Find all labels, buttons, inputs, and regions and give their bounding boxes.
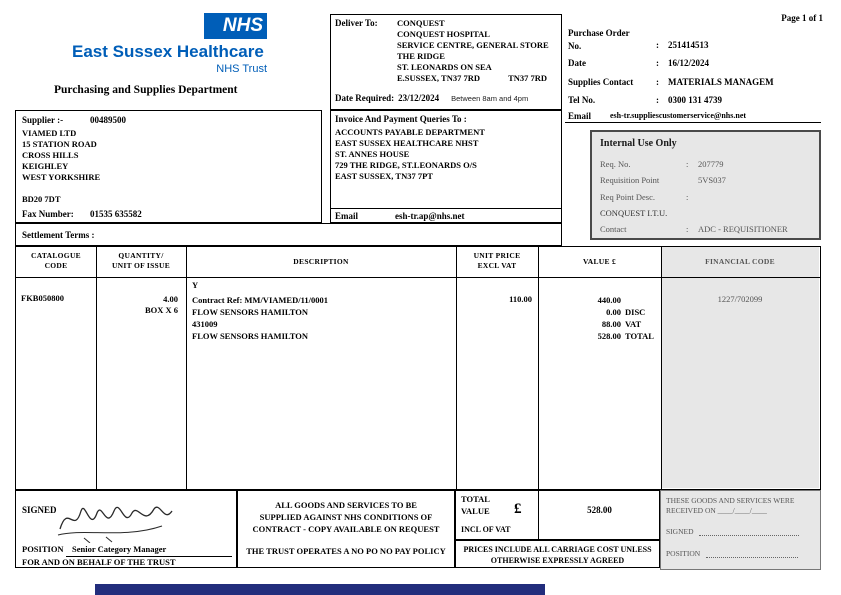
- value-amount: 440.00: [597, 295, 621, 305]
- req-no-value: 207779: [698, 159, 724, 169]
- supplier-label: Supplier :-: [22, 115, 64, 125]
- value-amount: 0.00: [606, 307, 621, 317]
- req-point-value: 5VS037: [698, 175, 726, 185]
- invoice-email-label: Email: [335, 211, 359, 221]
- received-position-row: [666, 549, 798, 558]
- total-label-2: VALUE: [461, 506, 490, 516]
- currency-symbol: £: [514, 501, 522, 517]
- value-label: VAT: [625, 319, 642, 329]
- po-number-label: Purchase Order No.: [568, 28, 630, 51]
- req-point-desc-colon: :: [686, 192, 689, 202]
- total-label-3: INCL OF VAT: [461, 525, 511, 534]
- description-line: 431009: [192, 319, 218, 329]
- footer-blue-bar: [95, 584, 545, 595]
- invoice-queries-title: Invoice And Payment Queries To :: [335, 114, 467, 124]
- description-line: FLOW SENSORS HAMILTON: [192, 331, 309, 341]
- table-column-divider: [456, 247, 457, 489]
- total-box-divider: [538, 491, 539, 539]
- email-value: esh-tr.suppliescustomerservice@nhs.net: [610, 111, 747, 120]
- supplier-address: [22, 128, 100, 205]
- deliver-address-line: CONQUEST: [397, 18, 445, 28]
- description-line: FLOW SENSORS HAMILTON: [192, 307, 309, 317]
- req-no-label: Req. No.: [600, 159, 631, 169]
- value-label: [625, 294, 657, 306]
- order-date-label: Date: [568, 58, 586, 68]
- email-label: Email: [568, 111, 592, 121]
- req-point-label: Requisition Point: [600, 175, 660, 185]
- date-required-row: [335, 88, 528, 106]
- value-line: [538, 294, 657, 306]
- line-quantity: 4.00: [163, 294, 178, 304]
- table-column-divider: [186, 247, 187, 489]
- trust-name: East Sussex Healthcare: [72, 42, 264, 61]
- req-no-colon: :: [686, 159, 689, 169]
- internal-contact-colon: :: [686, 224, 689, 234]
- deliver-address-line: THE RIDGE: [397, 51, 445, 61]
- received-line-1: THESE GOODS AND SERVICES WERE: [666, 496, 795, 505]
- invoice-address-line: 729 THE RIDGE, ST.LEONARDS O/S: [335, 160, 477, 170]
- date-required-value: 23/12/2024: [398, 93, 440, 103]
- deliver-address-city: E.SUSSEX, TN37 7RD: [397, 73, 480, 83]
- deliver-postcode-repeat: TN37 7RD: [508, 73, 548, 83]
- carriage-line: OTHERWISE EXPRESSLY AGREED: [490, 556, 625, 565]
- conditions-box: [237, 490, 455, 568]
- internal-use-title: Internal Use Only: [600, 138, 677, 149]
- line-description: [192, 294, 328, 342]
- on-behalf-text: FOR AND ON BEHALF OF THE TRUST: [22, 557, 176, 567]
- page-number: Page 1 of 1: [781, 13, 823, 23]
- supplier-address-line: KEIGHLEY: [22, 161, 69, 171]
- goods-received-box: [660, 490, 821, 570]
- no-po-no-pay-policy: THE TRUST OPERATES A NO PO NO PAY POLICY: [246, 546, 446, 556]
- deliver-address-line: [397, 73, 549, 84]
- tel-label: Tel No.: [568, 95, 596, 105]
- line-catalogue-code: FKB050800: [21, 293, 64, 303]
- header-description: DESCRIPTION: [293, 257, 349, 266]
- contact-colon: :: [656, 77, 659, 87]
- signature-image: [54, 495, 186, 543]
- conditions-line: SUPPLIED AGAINST NHS CONDITIONS OF: [259, 512, 433, 522]
- position-label: POSITION: [22, 544, 64, 554]
- supplier-code: 00489500: [90, 115, 126, 125]
- line-unit-price: 110.00: [509, 294, 532, 304]
- invoice-address-line: EAST SUSSEX HEALTHCARE NHST: [335, 138, 479, 148]
- supplier-address-line: CROSS HILLS: [22, 150, 79, 160]
- req-point-desc-label: Req Point Desc.: [600, 192, 656, 202]
- value-line: [538, 306, 657, 318]
- order-date-value: 16/12/2024: [668, 58, 710, 68]
- fax-row: [22, 209, 142, 219]
- value-line: [538, 318, 657, 330]
- deliver-address-line: CONQUEST HOSPITAL: [397, 29, 490, 39]
- req-point-desc-value: CONQUEST I.T.U.: [600, 208, 668, 218]
- received-position-blank: [706, 550, 798, 558]
- conditions-text: [238, 499, 454, 535]
- line-unit-of-issue: BOX X 6: [144, 305, 178, 315]
- invoice-email-row: [331, 208, 561, 222]
- deliver-address-line: ST. LEONARDS ON SEA: [397, 62, 492, 72]
- supplier-box: [15, 110, 322, 223]
- carriage-box: [455, 540, 660, 568]
- supplies-contact-label: Supplies Contact: [568, 77, 634, 87]
- carriage-line: PRICES INCLUDE ALL CARRIAGE COST UNLESS: [463, 545, 652, 554]
- delivery-window: Between 8am and 4pm: [451, 94, 529, 103]
- deliver-address-line: SERVICE CENTRE, GENERAL STORE: [397, 40, 549, 50]
- settlement-terms-strip: [15, 223, 562, 246]
- received-signed-label: SIGNED: [666, 527, 694, 536]
- financial-column-shade: [661, 247, 819, 488]
- deliver-to-address: [397, 18, 549, 84]
- tel-colon: :: [656, 95, 659, 105]
- conditions-line: ALL GOODS AND SERVICES TO BE: [275, 500, 417, 510]
- supplier-address-line: WEST YORKSHIRE: [22, 172, 101, 182]
- line-values: [538, 294, 657, 342]
- po-colon: :: [656, 40, 659, 50]
- internal-contact-label: Contact: [600, 224, 627, 234]
- trust-subtitle: NHS Trust: [216, 63, 267, 75]
- signed-box: [15, 490, 237, 568]
- nhs-logo: [204, 13, 267, 39]
- settlement-terms-label: Settlement Terms :: [22, 230, 95, 240]
- fax-value: 01535 635582: [90, 209, 142, 219]
- line-flag: Y: [192, 280, 199, 290]
- invoice-address-line: EAST SUSSEX, TN37 7PT: [335, 171, 433, 181]
- order-table: [15, 246, 821, 490]
- total-value-box: [455, 490, 660, 540]
- position-value: Senior Category Manager: [72, 544, 167, 554]
- supplier-address-line: 15 STATION ROAD: [22, 139, 97, 149]
- header-quantity: QUANTITY/ UNIT OF ISSUE: [111, 251, 171, 270]
- supplier-address-line: VIAMED LTD: [22, 128, 77, 138]
- carriage-text: [456, 544, 659, 566]
- date-colon: :: [656, 58, 659, 68]
- header-value: VALUE £: [582, 257, 616, 266]
- value-label: DISC: [625, 307, 646, 317]
- invoice-address-line: ST. ANNES HOUSE: [335, 149, 410, 159]
- value-amount: 528.00: [597, 331, 621, 341]
- internal-use-box: [590, 130, 821, 240]
- conditions-line: CONTRACT - COPY AVAILABLE ON REQUEST: [252, 524, 440, 534]
- signed-label: SIGNED: [22, 505, 57, 515]
- supplier-postcode: BD20 7DT: [22, 194, 61, 204]
- header-catalogue-code: CATALOGUE CODE: [31, 251, 81, 270]
- total-value: 528.00: [587, 505, 612, 515]
- received-line-2: RECEIVED ON ____/____/____: [666, 506, 767, 515]
- value-label: TOTAL: [625, 331, 654, 341]
- invoice-address-line: ACCOUNTS PAYABLE DEPARTMENT: [335, 127, 485, 137]
- received-signed-row: [666, 527, 799, 536]
- deliver-to-label: Deliver To:: [335, 18, 378, 28]
- line-financial-code: 1227/702099: [717, 294, 763, 304]
- table-header-divider: [16, 277, 820, 278]
- department-title: Purchasing and Supplies Department: [54, 84, 238, 96]
- invoice-queries-address: [335, 127, 485, 182]
- invoice-email-value: esh-tr.ap@nhs.net: [395, 211, 465, 221]
- supplies-contact-value: MATERIALS MANAGEM: [668, 77, 774, 87]
- invoice-queries-box: [330, 110, 562, 223]
- value-line: [538, 330, 657, 342]
- description-line: Contract Ref: MM/VIAMED/11/0001: [192, 295, 328, 305]
- received-signed-blank: [699, 528, 799, 536]
- fax-label: Fax Number:: [22, 209, 74, 219]
- nhs-logo-text: NHS: [222, 15, 263, 36]
- total-label-1: TOTAL: [461, 494, 490, 504]
- table-column-divider: [661, 247, 662, 489]
- table-column-divider: [538, 247, 539, 489]
- table-column-divider: [96, 247, 97, 489]
- date-required-label: Date Required:: [335, 93, 395, 103]
- tel-value: 0300 131 4739: [668, 95, 722, 105]
- header-financial-code: FINANCIAL CODE: [705, 257, 775, 266]
- header-unit-price: UNIT PRICE EXCL VAT: [473, 251, 521, 270]
- received-position-label: POSITION: [666, 549, 701, 558]
- value-amount: 88.00: [601, 319, 621, 329]
- internal-contact-value: ADC - REQUISITIONER: [698, 224, 788, 234]
- order-info-underline: [565, 122, 821, 123]
- deliver-to-box: [330, 14, 562, 110]
- po-number-value: 251414513: [668, 40, 709, 50]
